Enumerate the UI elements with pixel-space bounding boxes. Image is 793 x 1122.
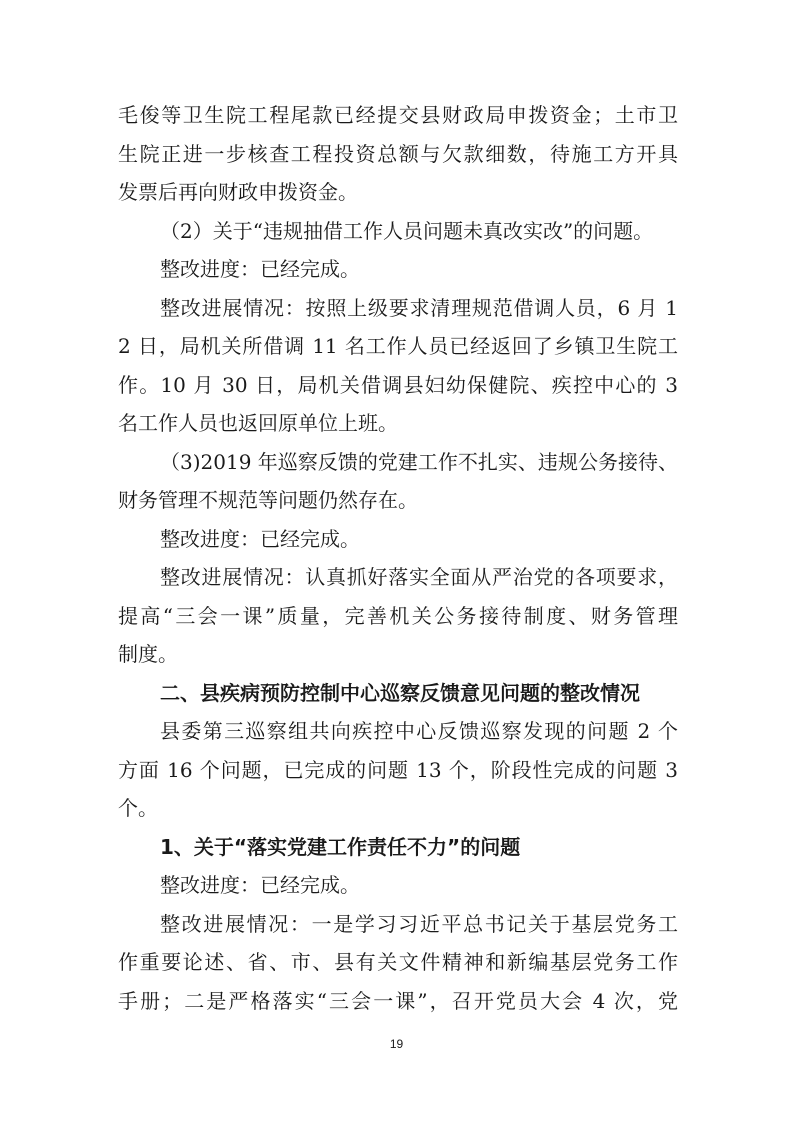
progress-status: 整改进度：已经完成。 — [160, 526, 360, 551]
body-line: 个。 — [118, 796, 158, 820]
body-line: 作重要论述、省、市、县有关文件精神和新编基层党务工作 — [118, 950, 678, 974]
progress-status: 整改进度：已经完成。 — [160, 257, 360, 281]
body-line: 财务管理不规范等问题仍然存在。 — [118, 488, 418, 512]
body-line: 手册；二是严格落实“三会一课”，召开党员大会 4 次，党 — [118, 988, 678, 1013]
body-line: 县委第三巡察组共向疾控中心反馈巡察发现的问题 2 个 — [160, 719, 678, 743]
subsection-heading: （2）关于“违规抽借工作人员问题未真改实改”的问题。 — [160, 218, 654, 243]
body-line: 整改进展情况：按照上级要求清理规范借调人员，6 月 1 — [160, 295, 678, 320]
body-line: 整改进展情况：认真抓好落实全面从严治党的各项要求， — [160, 565, 678, 589]
body-line: 作。10 月 30 日，局机关借调县妇幼保健院、疾控中心的 3 — [118, 372, 678, 397]
body-line: 提高“三会一课”质量，完善机关公务接待制度、财务管理 — [118, 603, 678, 628]
page-number: 19 — [389, 1037, 404, 1051]
item-heading: 1、关于“落实党建工作责任不力”的问题 — [160, 834, 521, 859]
progress-status: 整改进度：已经完成。 — [160, 873, 360, 897]
subsection-heading: （3)2019 年巡察反馈的党建工作不扎实、违规公务接待、 — [160, 449, 678, 474]
body-line: 名工作人员也返回原单位上班。 — [118, 411, 398, 435]
body-line: 生院正进一步核查工程投资总额与欠款细数，待施工方开具 — [118, 141, 678, 166]
body-line: 方面 16 个问题，已完成的问题 13 个，阶段性完成的问题 3 — [118, 757, 678, 782]
body-line: 毛俊等卫生院工程尾款已经提交县财政局申拨资金；土市卫 — [118, 103, 678, 127]
body-line: 整改进展情况：一是学习习近平总书记关于基层党务工 — [160, 911, 678, 936]
body-line: 发票后再向财政申拨资金。 — [118, 180, 358, 204]
section-heading: 二、县疾病预防控制中心巡察反馈意见问题的整改情况 — [160, 680, 640, 705]
body-line: 2 日，局机关所借调 11 名工作人员已经返回了乡镇卫生院工 — [118, 334, 678, 358]
body-line: 制度。 — [118, 642, 178, 666]
